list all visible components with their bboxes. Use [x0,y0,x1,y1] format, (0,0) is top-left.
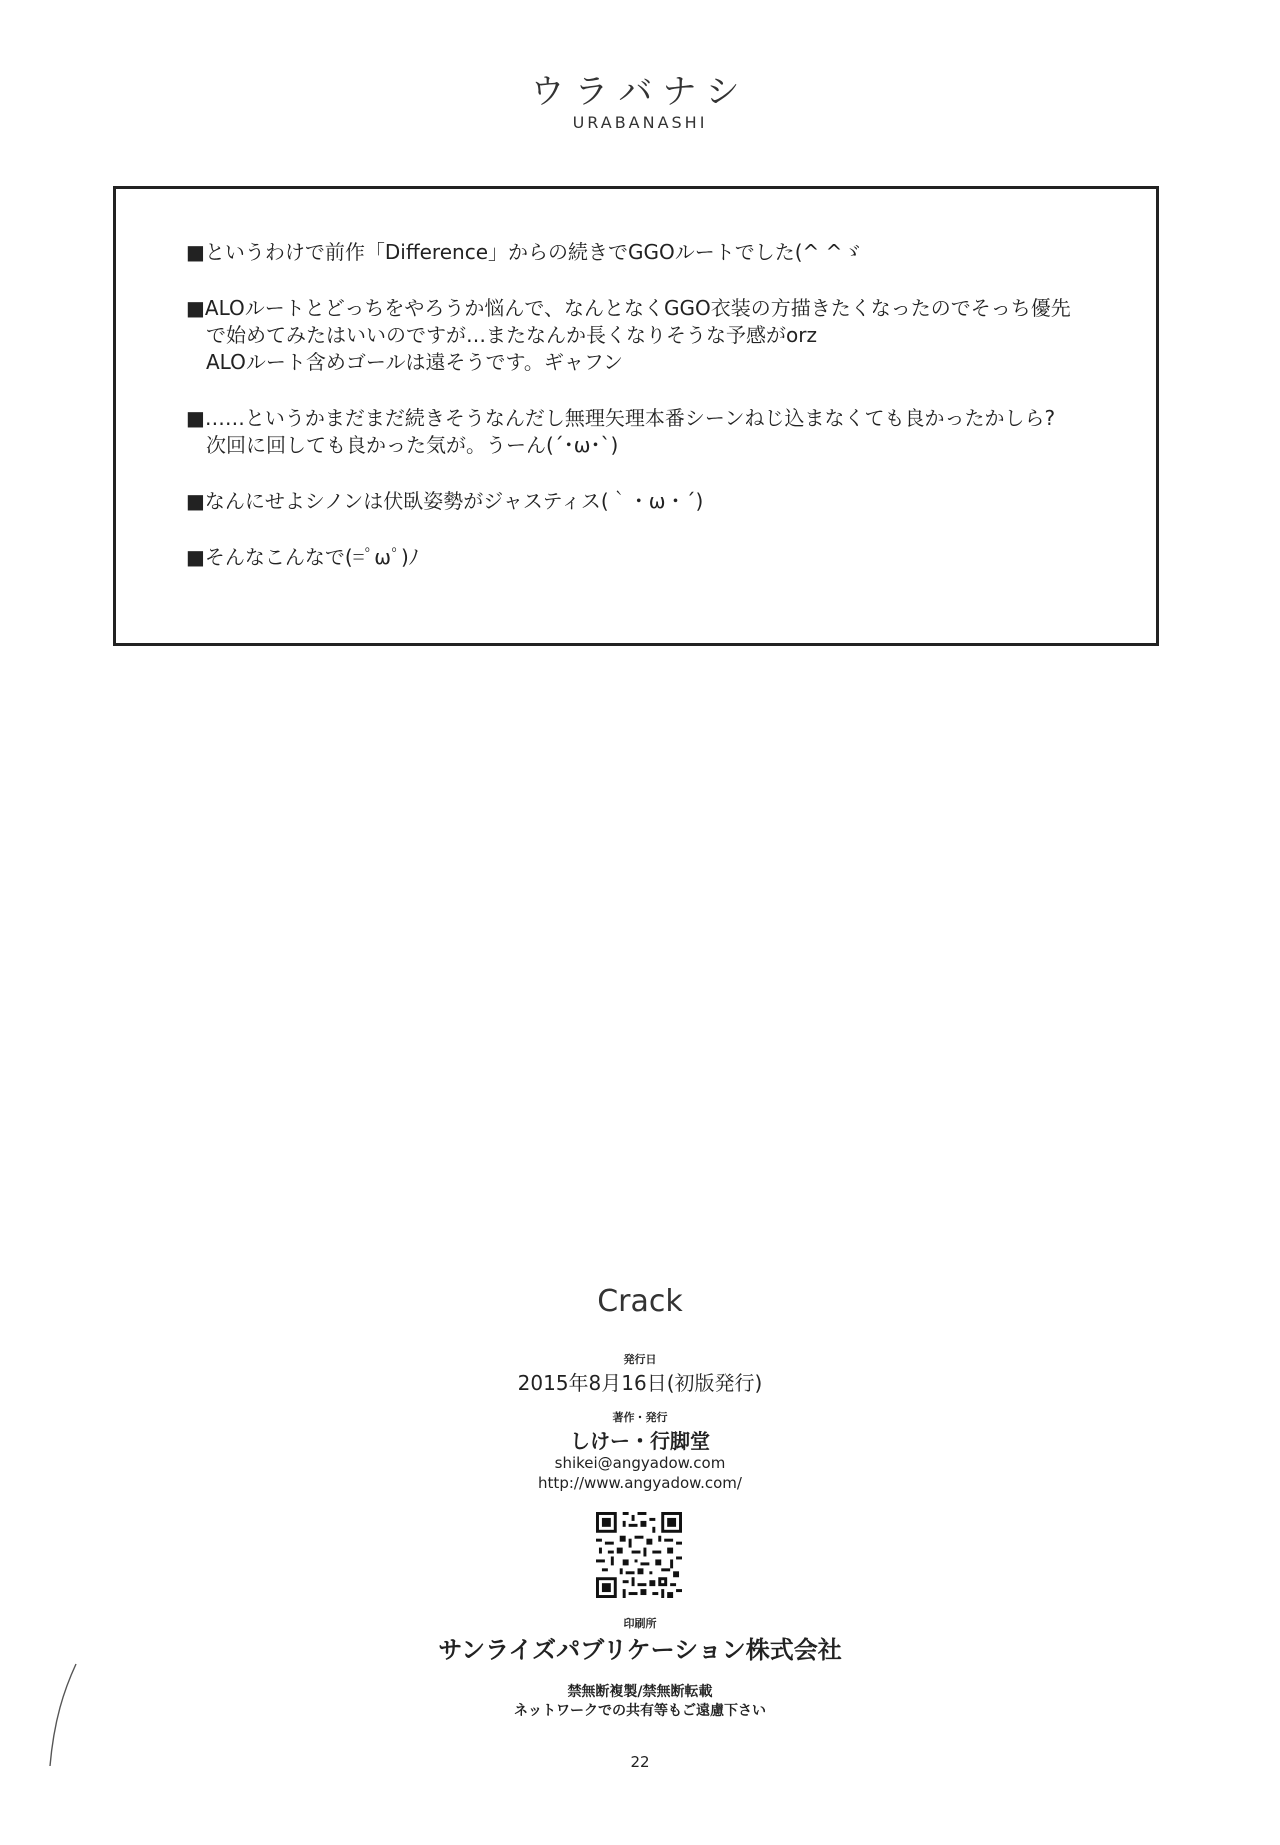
afterword-line: ■そんなこんなで(=ﾟωﾟ)ﾉ [186,545,419,569]
afterword-line: ■……というかまだまだ続きそうなんだし無理矢理本番シーンねじ込まなくても良かったかしら? [186,406,1056,430]
afterword-item [186,488,1086,515]
legal-notice-share: ネットワークでの共有等もご遠慮下さい [514,1703,766,1719]
qr-code-icon [596,1512,682,1598]
page-subtitle: URABANASHI [572,113,708,132]
afterword-list [186,239,1086,600]
page-title: ウラバナシ [530,72,750,112]
legal-notice-copy: 禁無断複製/禁無断転載 [567,1684,713,1700]
author-email[interactable]: shikei@angyadow.com [554,1454,726,1472]
afterword-line: ■なんにせよシノンは伏臥姿勢がジャスティス(｀・ω・´) [186,489,704,513]
afterword-line: で始めてみたはいいのですが…またなんか長くなりそうな予感がorz [206,323,817,347]
page-header [0,72,1280,134]
date-label: 発行日 [623,1353,657,1366]
afterword-item [186,544,1086,571]
printer-label: 印刷所 [623,1617,657,1630]
afterword-item [186,239,1086,266]
date-value: 2015年8月16日(初版発行) [517,1371,763,1395]
afterword-line: ■ALOルートとどっちをやろうか悩んで、なんとなくGGO衣装の方描きたくなったのでそっち優先 [186,296,1071,320]
book-title: Crack [597,1284,683,1319]
author-url[interactable]: http://www.angyadow.com/ [538,1474,742,1492]
author-value: しけー・行脚堂 [570,1429,710,1453]
afterword-line: ■というわけで前作「Difference」からの続きでGGOルートでした(^ ^ゞ [186,240,863,264]
page-number: 22 [630,1753,650,1771]
author-label: 著作・発行 [612,1411,668,1424]
afterword-item [186,405,1086,459]
afterword-line: 次回に回しても良かった気が。うーん(´･ω･`) [206,433,619,457]
afterword-box [113,186,1159,646]
afterword-line: ALOルート含めゴールは遠そうです。ギャフン [206,350,624,374]
afterword-item [186,295,1086,376]
printer-value: サンライズパブリケーション株式会社 [438,1636,842,1664]
pencil-stroke-mark [40,1660,90,1770]
